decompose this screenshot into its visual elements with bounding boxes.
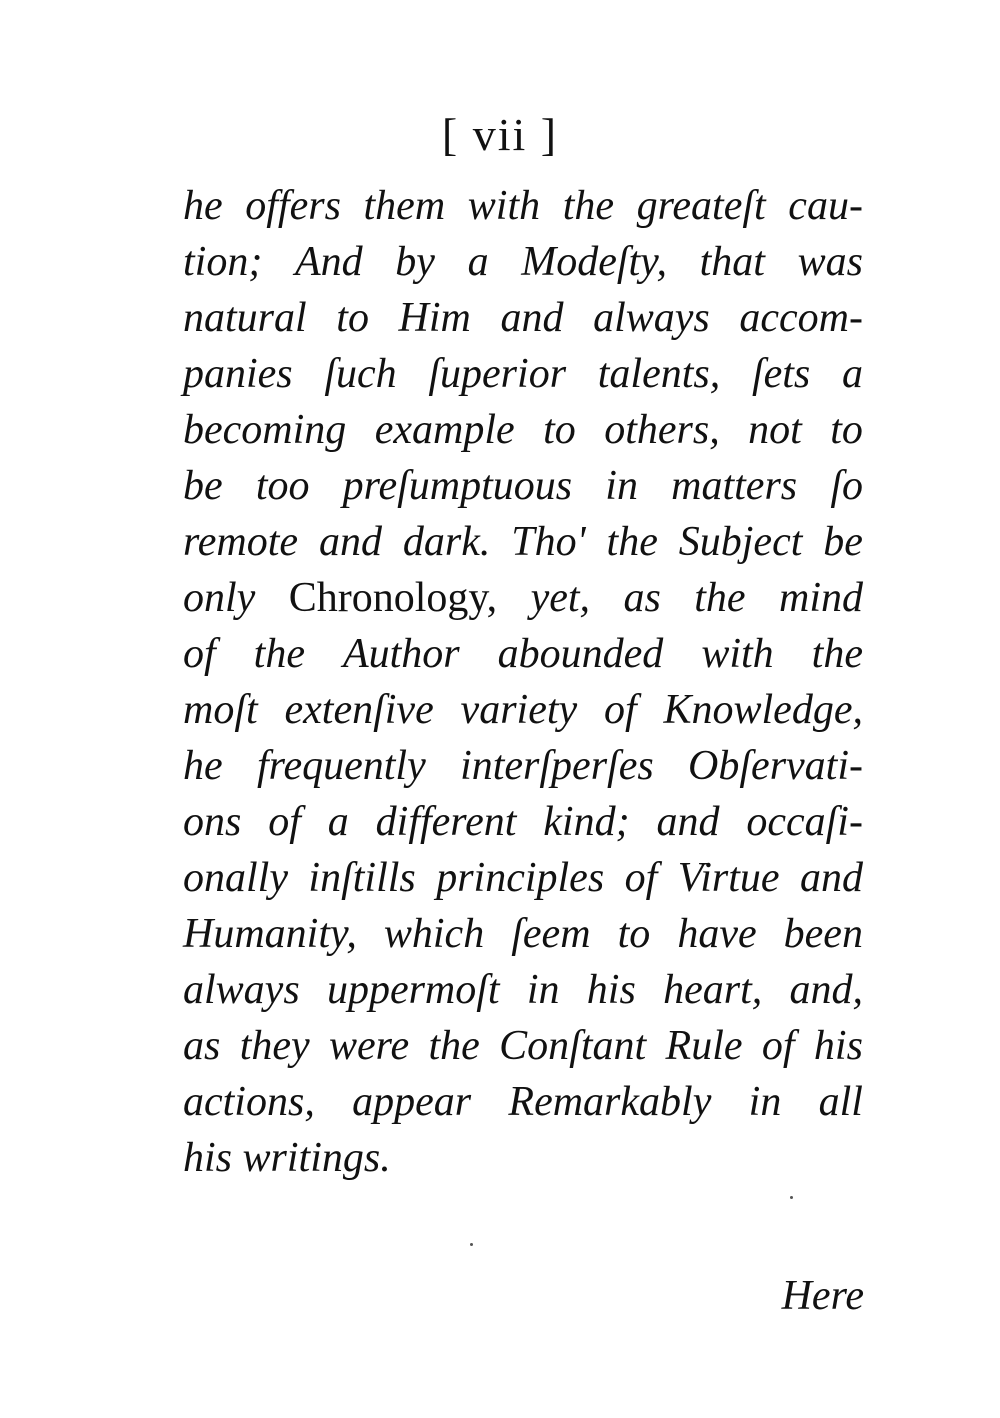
word: Author [342,631,460,677]
word: be [823,519,863,565]
text-line [183,962,863,1018]
word-roman: Chronology, [288,575,498,621]
text-line [183,1074,863,1130]
word: appear [352,1079,472,1125]
word: ſuperior [428,351,567,397]
text-line [183,458,863,514]
word: and, [789,967,863,1013]
text-line [183,626,863,682]
word: of [183,631,216,677]
word: And [294,239,363,285]
word: ſets [751,351,811,397]
word: to [830,407,863,453]
word: abounded [497,631,664,677]
word: his [586,967,636,1013]
word: Virtue [677,855,780,901]
word: were [329,1023,410,1069]
word: preſumptuous [342,463,573,509]
word: dark. [402,519,491,565]
word: which [383,911,485,957]
word: Him [398,295,471,341]
word: greateſt [636,183,766,229]
word: too [255,463,310,509]
word: inſtills [308,855,416,901]
text-line [183,682,863,738]
word: panies [183,351,293,397]
word: the [562,183,615,229]
text-line [183,738,863,794]
word: only [183,575,256,621]
word: and [656,799,720,845]
word: of [624,855,658,901]
word: example [374,407,515,453]
word: to [336,295,369,341]
word: and [500,295,564,341]
word: as [183,1023,221,1069]
word: interſperſes [460,743,654,789]
word: his [183,1135,233,1181]
text-line [183,514,863,570]
word: Subject [678,519,803,565]
word: extenſive [284,687,434,733]
word: and [799,855,863,901]
word: onally [183,855,288,901]
print-speck [790,1196,793,1199]
word: with [467,183,541,229]
word: all [818,1079,863,1125]
word: he [183,183,223,229]
text-line [183,906,863,962]
word: with [701,631,774,677]
word: others, [604,407,720,453]
word: mind [779,575,863,621]
word: variety [460,687,578,733]
word: in [526,967,560,1013]
word: a [841,351,863,397]
word: always [593,295,710,341]
word: cau- [788,183,863,229]
word: Modeſty, [521,239,667,285]
word: in [748,1079,782,1125]
word: be [183,463,223,509]
word: the [253,631,305,677]
text-line [183,850,863,906]
word: different [375,799,517,845]
word: was [797,239,863,285]
word: remote [183,519,299,565]
word: Humanity, [183,911,357,957]
word: frequently [257,743,426,789]
word: been [783,911,863,957]
word: Rule [665,1023,743,1069]
word: offers [245,183,341,229]
page-number: [ vii ] [441,109,559,160]
word: ſeem [511,911,591,957]
word: of [268,799,301,845]
word: actions, [183,1079,315,1125]
word: have [677,911,757,957]
word: to [617,911,651,957]
word: by [395,239,435,285]
text-line [183,1130,863,1186]
word: of [603,687,637,733]
word: his [813,1023,863,1069]
word: and [318,519,382,565]
word: the [428,1023,480,1069]
word: Conſtant [499,1023,647,1069]
word: uppermoſt [326,967,500,1013]
text-line [183,1018,863,1074]
word: he [183,743,223,789]
word: that [699,239,765,285]
catchword: Here [781,1273,864,1319]
word: natural [183,295,307,341]
word: tion; [183,239,263,285]
word: not [748,407,802,453]
word: ſo [830,463,863,509]
word: of [761,1023,795,1069]
word: kind; [543,799,630,845]
text-line [183,346,863,402]
text-line [183,178,863,234]
word: becoming [183,407,347,453]
text-line [183,794,863,850]
word: they [239,1023,310,1069]
text-line [183,402,863,458]
body-text [183,178,863,1186]
word: Remarkably [508,1079,712,1125]
word: writings. [242,1135,391,1181]
word: moſt [183,687,258,733]
word: Obſervati- [688,743,863,789]
print-speck [470,1243,473,1246]
word: talents, [597,351,721,397]
word: to [543,407,576,453]
word: ſuch [324,351,397,397]
word: yet, [530,575,591,621]
word: always [183,967,300,1013]
word: Tho' [511,519,586,565]
word: a [467,239,489,285]
word: heart, [663,967,763,1013]
word: the [694,575,746,621]
word: occaſi- [746,799,863,845]
word: accom- [739,295,863,341]
word: Knowledge, [663,687,863,733]
text-line [183,234,863,290]
word: as [623,575,661,621]
word: the [606,519,658,565]
word: in [605,463,638,509]
word: matters [671,463,798,509]
word: ons [183,799,242,845]
text-line [183,290,863,346]
word: them [363,183,446,229]
text-line [183,570,863,626]
word: the [811,631,863,677]
word: principles [436,855,605,901]
word: a [327,799,349,845]
